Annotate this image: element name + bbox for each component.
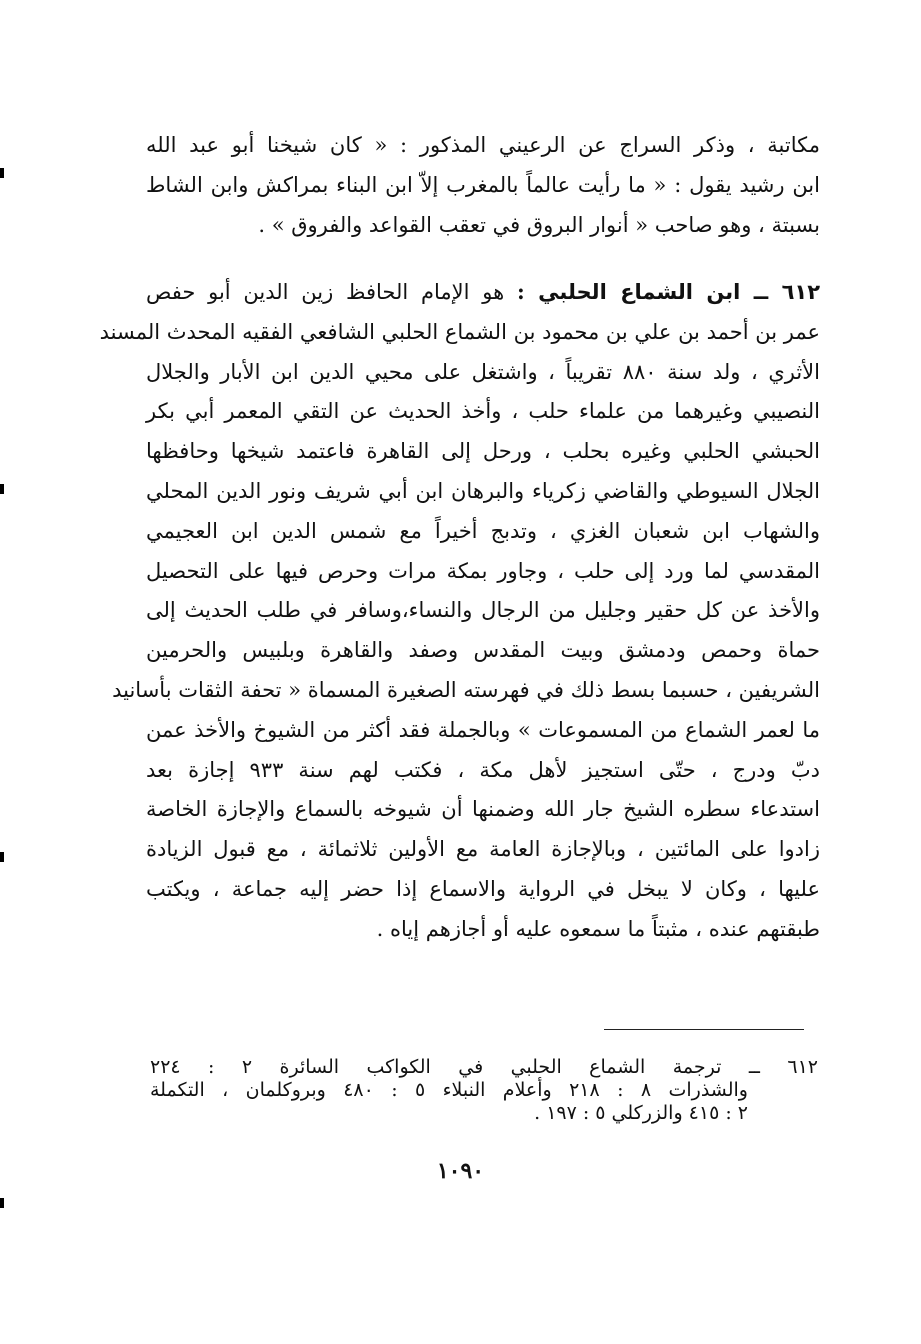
footnote-line: ٦١٢ ــ ترجمة الشماع الحلبي في الكواكب السائرة ٢ : ٢٢٤ <box>150 1056 819 1078</box>
footnote-line: والشذرات ٨ : ٢١٨ وأعلام النبلاء ٥ : ٤٨٠ وبروكلمان ، التكملة <box>150 1079 748 1101</box>
text-line: استدعاء سطره الشيخ جار الله وضمنها أن شيوخه بالسماع والإجازة الخاصة <box>146 797 820 822</box>
text-line: الحبشي الحلبي وغيره بحلب ، ورحل إلى القاهرة فاعتمد شيخها وحافظها <box>146 439 820 464</box>
scan-margin-mark <box>0 1198 4 1208</box>
footnote <box>150 1056 818 1125</box>
text-line: زادوا على المائتين ، وبالإجازة العامة مع الأولين ثلاثمائة ، مع قبول الزيادة <box>146 837 820 862</box>
text-line: المقدسي لما ورد إلى حلب ، وجاور بمكة مرات وحرص فيها على التحصيل <box>146 558 820 583</box>
text-line: ابن رشيد يقول : « ما رأيت عالماً بالمغرب إلاّ ابن البناء بمراكش وابن الشاط <box>146 173 820 197</box>
text-line: الجلال السيوطي والقاضي زكرياء والبرهان ابن أبي شريف ونور الدين المحلي <box>146 478 820 503</box>
entry-heading: ٦١٢ ــ ابن الشماع الحلبي : <box>516 279 821 304</box>
footnote-divider <box>604 1029 804 1030</box>
text-line: بسبتة ، وهو صاحب « أنوار البروق في تعقب القواعد والفروق » . <box>258 213 820 237</box>
text-line: حماة وحمص ودمشق وبيت المقدس وصفد والقاهرة وبلبيس والحرمين <box>146 638 820 663</box>
scan-margin-mark <box>0 852 4 862</box>
scan-margin-mark <box>0 484 4 494</box>
paragraph-continuation <box>146 125 820 245</box>
text-line: والشهاب ابن شعبان الغزي ، وتدبج أخيراً مع شمس الدين ابن العجيمي <box>146 518 820 543</box>
biography-entry <box>99 272 821 950</box>
text-line: عليها ، وكان لا يبخل في الرواية والاسماع إذا حضر إليه جماعة ، ويكتب <box>146 876 820 901</box>
text-line: عمر بن أحمد بن علي بن محمود بن الشماع الحلبي الشافعي الفقيه المحدث المسند <box>99 319 820 344</box>
text-line: طبقتهم عنده ، مثبتاً ما سمعوه عليه أو أجازهم إياه . <box>376 916 820 941</box>
text-line: الشريفين ، حسبما بسط ذلك في فهرسته الصغيرة المسماة « تحفة الثقات بأسانيد <box>112 677 820 702</box>
entry-first-line <box>146 272 820 313</box>
text-line: دبّ ودرج ، حتّى استجيز لأهل مكة ، فكتب لهم سنة ٩٣٣ إجازة بعد <box>146 757 820 782</box>
scan-margin-mark <box>0 168 4 178</box>
text-line: ما لعمر الشماع من المسموعات » وبالجملة فقد أكثر من الشيوخ والأخذ عمن <box>146 717 820 742</box>
footnote-line: ٢ : ٤١٥ والزركلي ٥ : ١٩٧ . <box>534 1102 748 1124</box>
text-line: الأثري ، ولد سنة ٨٨٠ تقريباً ، واشتغل على محيي الدين ابن الأبار والجلال <box>146 359 820 384</box>
text-line: مكاتبة ، وذكر السراج عن الرعيني المذكور : « كان شيخنا أبو عبد الله <box>146 133 820 157</box>
entry-first-line-text: هو الإمام الحافظ زين الدين أبو حفص <box>146 280 505 304</box>
text-line: والأخذ عن كل حقير وجليل من الرجال والنساء،وسافر في طلب الحديث إلى <box>146 598 820 623</box>
text-line: النصيبي وغيرهما من علماء حلب ، وأخذ الحديث عن التقي المعمر أبي بكر <box>146 399 820 424</box>
page-number: ١٠٩٠ <box>436 1158 485 1184</box>
